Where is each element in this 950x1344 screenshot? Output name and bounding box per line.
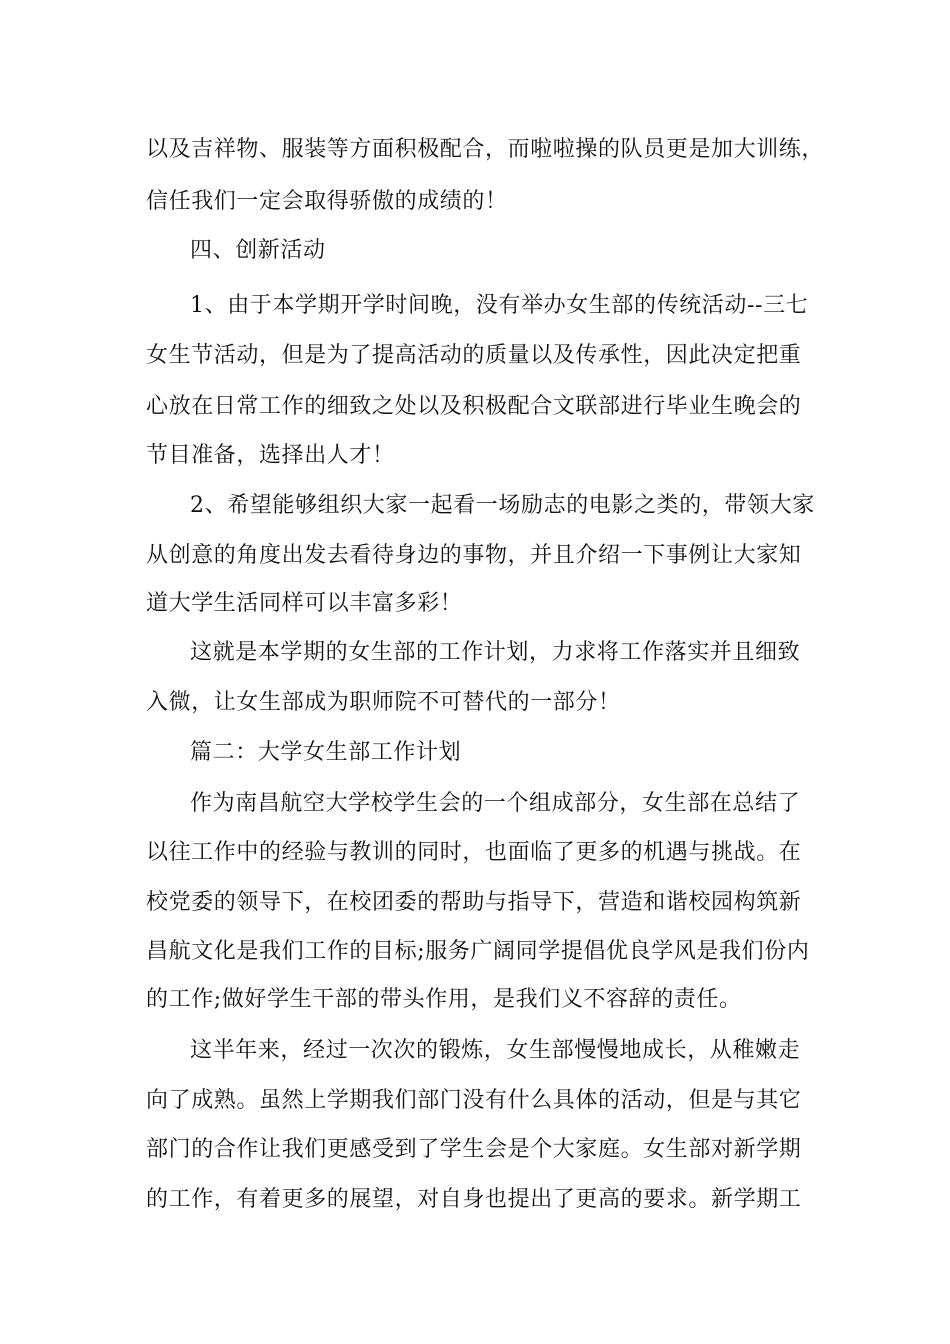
text-line: 作为南昌航空大学校学生会的一个组成部分，女生部在总结了	[190, 791, 801, 816]
text-line: 入微，让女生部成为职师院不可替代的一部分！	[146, 690, 621, 715]
text-line: 心放在日常工作的细致之处以及积极配合文联部进行毕业生晚会的	[146, 394, 802, 419]
text-line: 以及吉祥物、服装等方面积极配合，而啦啦操的队员更是加大训练，	[146, 137, 825, 162]
text-line: 2、希望能够组织大家一起看一场励志的电影之类的，带领大家	[190, 493, 815, 518]
text-line: 这半年来，经过一次次的锻炼，女生部慢慢地成长，从稚嫩走	[190, 1038, 801, 1063]
text-line: 部门的合作让我们更感受到了学生会是个大家庭。女生部对新学期	[146, 1137, 802, 1162]
text-line: 信任我们一定会取得骄傲的成绩的！	[146, 189, 508, 214]
text-line: 1、由于本学期开学时间晚，没有举办女生部的传统活动--三七	[190, 293, 809, 318]
text-line: 女生节活动，但是为了提高活动的质量以及传承性，因此决定把重	[146, 343, 802, 368]
text-line: 道大学生活同样可以丰富多彩！	[146, 591, 463, 616]
text-line: 的工作;做好学生干部的带头作用，是我们义不容辞的责任。	[146, 987, 742, 1012]
text-line: 校党委的领导下，在校团委的帮助与指导下，营造和谐校园构筑新	[146, 890, 802, 915]
section-heading: 四、创新活动	[190, 238, 326, 263]
section-heading: 篇二：大学女生部工作计划	[190, 740, 462, 765]
text-line: 从创意的角度出发去看待身边的事物，并且介绍一下事例让大家知	[146, 543, 802, 568]
text-line: 节目准备，选择出人才！	[146, 443, 395, 468]
text-line: 的工作，有着更多的展望，对自身也提出了更高的要求。新学期工	[146, 1187, 802, 1212]
text-line: 昌航文化是我们工作的目标;服务广阔同学提倡优良学风是我们份内	[146, 939, 810, 964]
text-line: 以往工作中的经验与教训的同时，也面临了更多的机遇与挑战。在	[146, 840, 802, 865]
text-line: 这就是本学期的女生部的工作计划，力求将工作落实并且细致	[190, 640, 801, 665]
text-line: 向了成熟。虽然上学期我们部门没有什么具体的活动，但是与其它	[146, 1088, 802, 1113]
